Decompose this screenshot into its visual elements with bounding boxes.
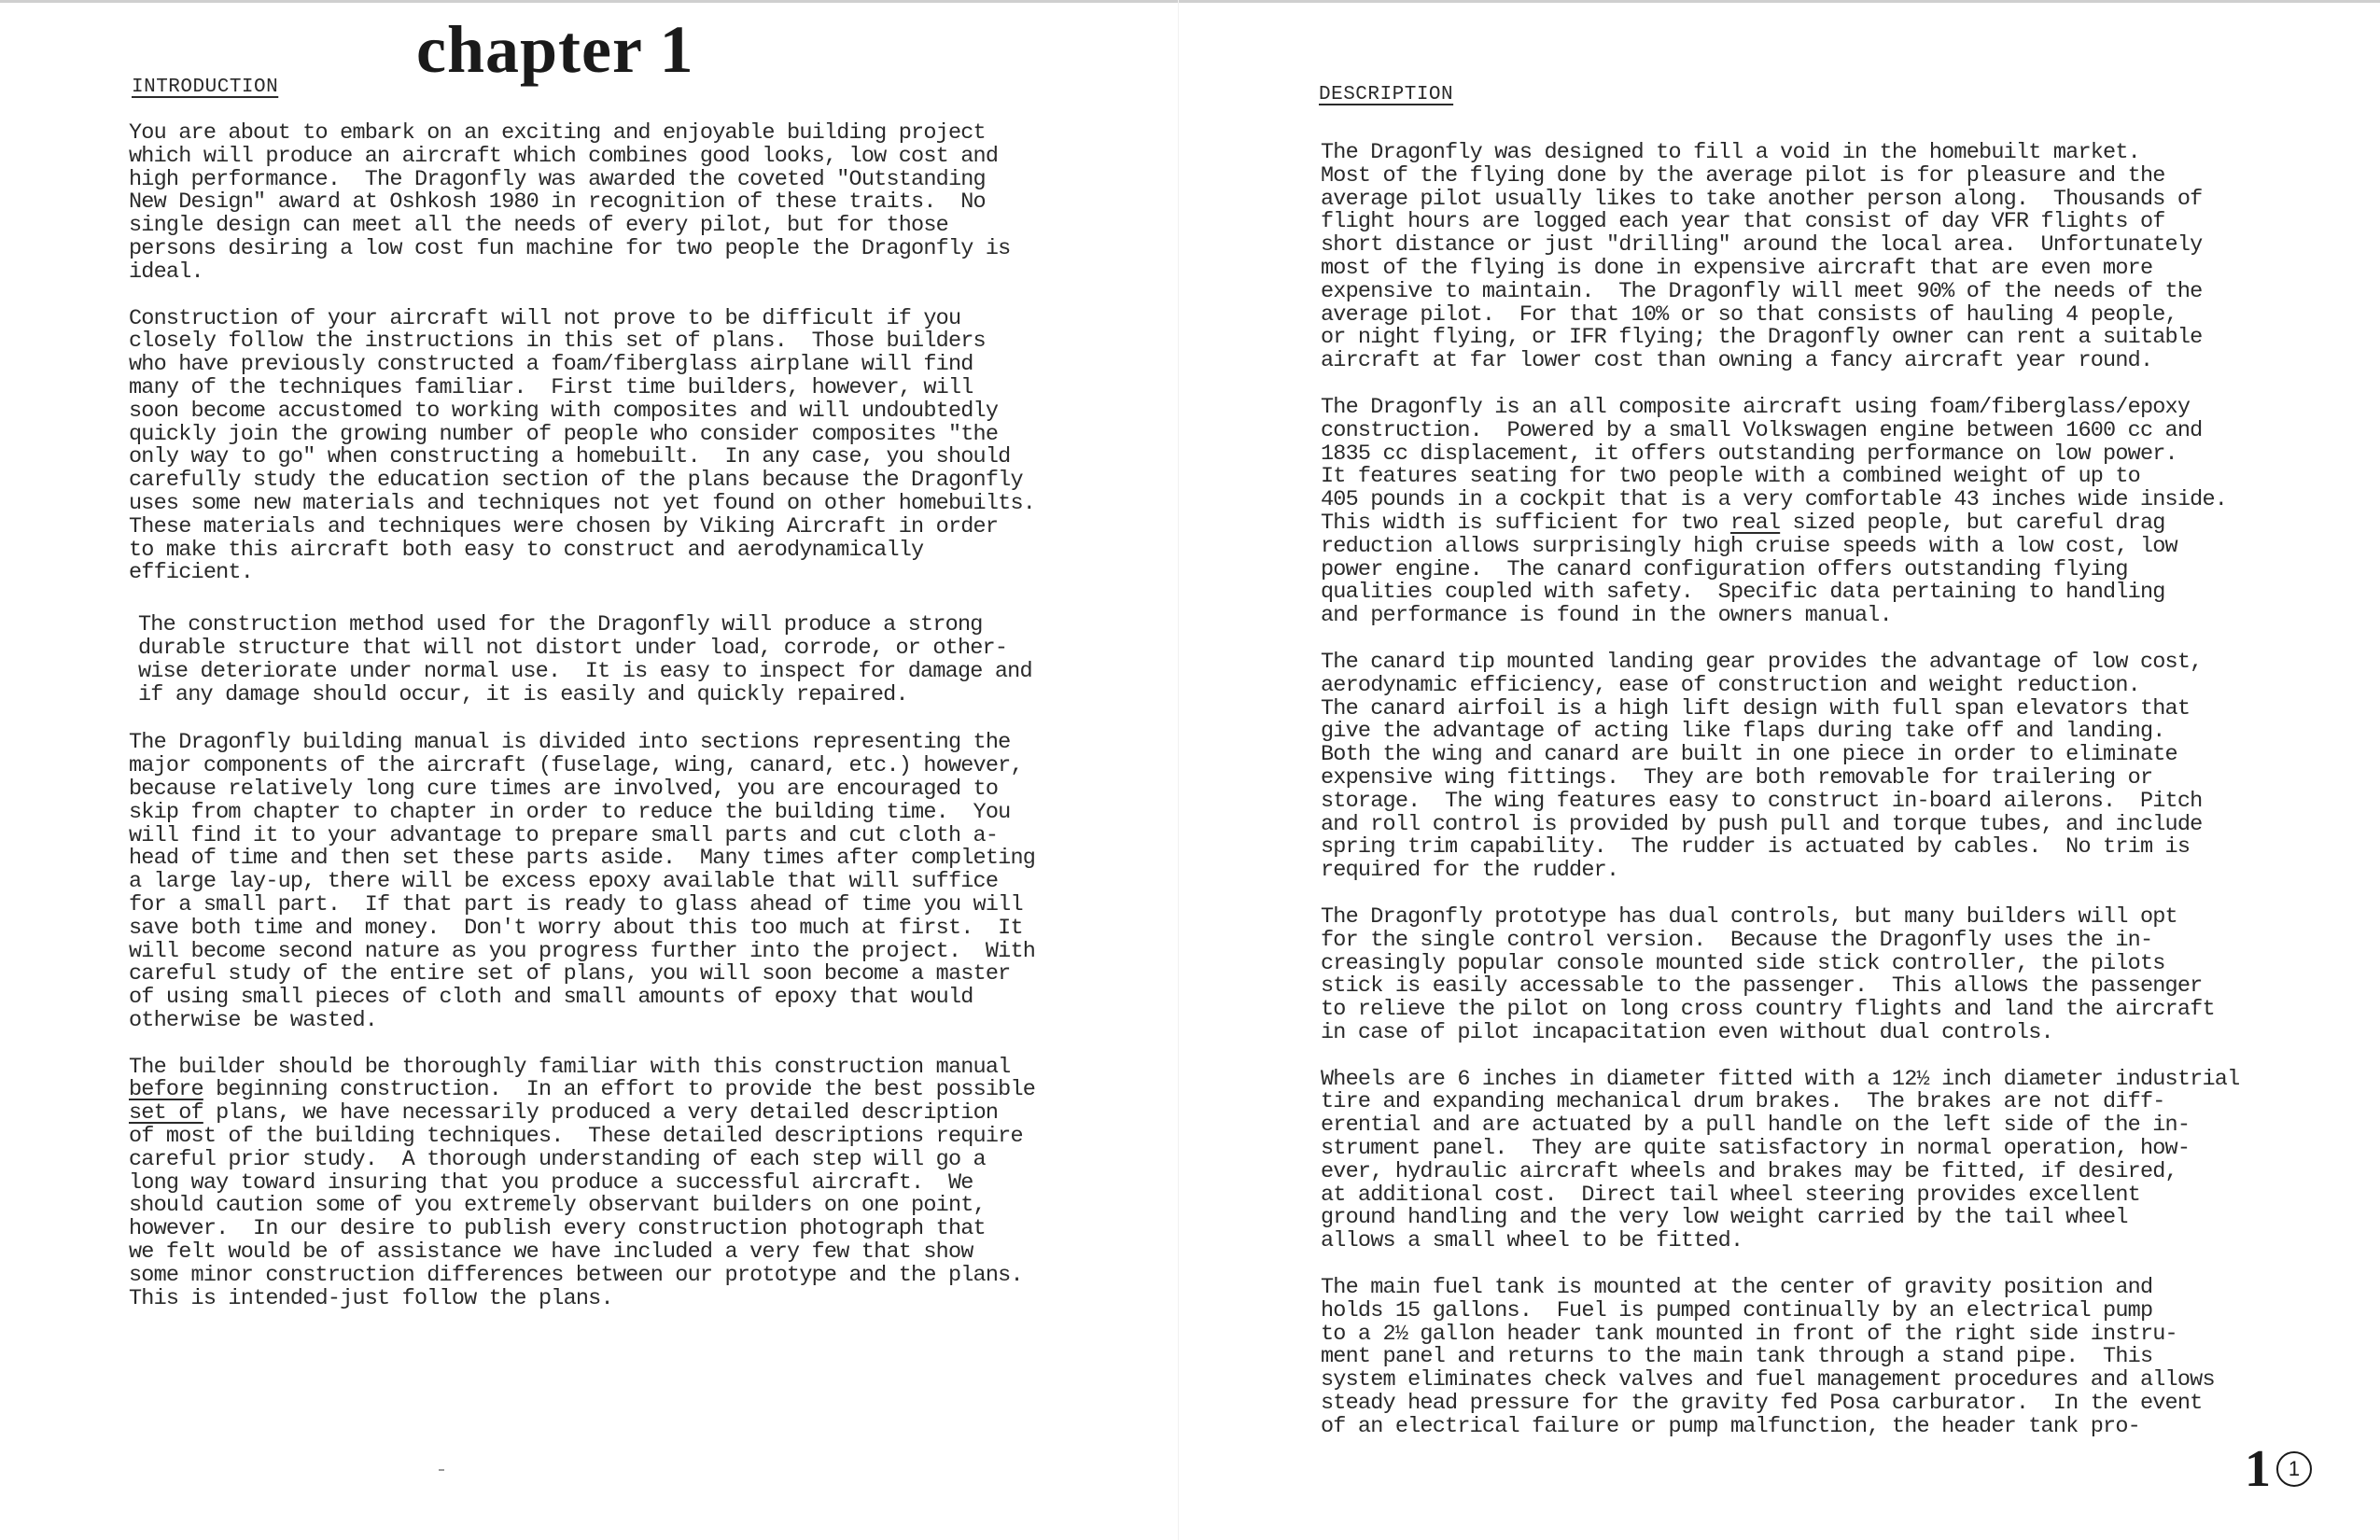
text-line: These materials and techniques were chosen by Viking Aircraft in order: [129, 513, 999, 539]
text-line: The canard airfoil is a high lift design with full span elevators that: [1321, 695, 2191, 721]
right-text-column: [1321, 142, 2357, 1439]
text-line: 405 pounds in a cockpit that is a very comfortable 43 inches wide inside.: [1321, 487, 2228, 513]
text-line: efficient.: [129, 560, 254, 586]
text-line: a large lay-up, there will be excess epoxy available that will suffice: [129, 869, 999, 895]
desc-paragraph-5: [1321, 1066, 2357, 1254]
text-line: qualities coupled with safety. Specific data pertaining to handling: [1321, 580, 2165, 606]
text-line: expensive wing fittings. They are both removable for trailering or: [1321, 764, 2153, 791]
text-line: careful study of the entire set of plans, you will soon become a master: [129, 961, 1011, 987]
text-line: skip from chapter to chapter in order to reduce the building time. You: [129, 799, 1011, 825]
text-line: wise deteriorate under normal use. It is easy to inspect for damage and: [138, 658, 1032, 684]
text-line: ground handling and the very low weight carried by the tail wheel: [1321, 1205, 2128, 1231]
introduction-heading: INTRODUCTION: [132, 77, 279, 98]
text-line: and roll control is provided by push pull and torque tubes, and include: [1321, 811, 2203, 837]
text-line: which will produce an aircraft which combines good looks, low cost and: [129, 143, 999, 169]
text-line: This is intended-just follow the plans.: [129, 1285, 613, 1311]
text-line: otherwise be wasted.: [129, 1007, 378, 1033]
scan-speck: [439, 1469, 444, 1471]
text-line: allows a small wheel to be fitted.: [1321, 1228, 1743, 1254]
text-line: 1835 cc displacement, it offers outstanding performance on low power.: [1321, 441, 2177, 467]
text-line: save both time and money. Don't worry about this too much at first. It: [129, 915, 1023, 941]
text-line: head of time and then set these parts aside. Many times after completing: [129, 846, 1036, 872]
text-line: before beginning construction. In an effort to provide the best possible: [129, 1077, 1036, 1103]
text-line: Most of the flying done by the average pilot is for pleasure and the: [1321, 162, 2165, 189]
text-line: to a 2½ gallon header tank mounted in front of the right side instru-: [1321, 1321, 2177, 1347]
page-number: [2245, 1440, 2312, 1498]
text-line: at additional cost. Direct tail wheel steering provides excellent: [1321, 1182, 2140, 1208]
text-line: Construction of your aircraft will not prove to be difficult if you: [129, 305, 961, 331]
text-line: erential and are actuated by a pull handle on the left side of the in-: [1321, 1113, 2191, 1139]
text-line: average pilot. For that 10% or so that consists of hauling 4 people,: [1321, 301, 2177, 328]
intro-paragraph-3: [138, 614, 1174, 707]
text-line: You are about to embark on an exciting and enjoyable building project: [129, 120, 986, 146]
text-line: of an electrical failure or pump malfunction, the header tank pro-: [1321, 1413, 2140, 1439]
text-line: creasingly popular console mounted side stick controller, the pilots: [1321, 950, 2165, 976]
text-line: system eliminates check valves and fuel management procedures and allows: [1321, 1367, 2215, 1393]
text-line: The construction method used for the Dragonfly will produce a strong: [138, 612, 983, 638]
text-line: uses some new materials and techniques not yet found on other homebuilts.: [129, 490, 1036, 516]
intro-paragraph-1: [129, 122, 1174, 285]
intro-paragraph-2: [129, 305, 1174, 586]
text-line: to make this aircraft both easy to construct and aerodynamically: [129, 537, 924, 563]
text-line: The main fuel tank is mounted at the center of gravity position and: [1321, 1275, 2153, 1301]
text-line: The canard tip mounted landing gear provides the advantage of low cost,: [1321, 649, 2203, 675]
text-line: in case of pilot incapacitation even without dual controls.: [1321, 1019, 2053, 1045]
desc-paragraph-4: [1321, 903, 2357, 1045]
text-line: stick is easily accessable to the passenger. This allows the passenger: [1321, 973, 2203, 1000]
text-line: power engine. The canard configuration offers outstanding flying: [1321, 556, 2128, 582]
text-line: for a small part. If that part is ready to glass ahead of time you will: [129, 891, 1023, 917]
chapter-title: chapter 1: [416, 12, 694, 87]
text-line: set of plans, we have necessarily produced a very detailed description: [129, 1100, 999, 1127]
text-line: New Design" award at Oshkosh 1980 in recognition of these traits. No: [129, 189, 986, 216]
text-line: who have previously constructed a foam/fiberglass airplane will find: [129, 352, 973, 378]
text-line: steady head pressure for the gravity fed Posa carburator. In the event: [1321, 1391, 2203, 1417]
text-line: will become second nature as you progress further into the project. With: [129, 938, 1036, 964]
text-line: many of the techniques familiar. First time builders, however, will: [129, 374, 973, 400]
desc-paragraph-1: [1321, 142, 2357, 373]
underlined-emphasis: before: [129, 1077, 203, 1103]
intro-paragraph-5: [129, 1054, 1174, 1311]
text-line: because relatively long cure times are involved, you are encouraged to: [129, 776, 999, 802]
text-line: durable structure that will not distort under load, corrode, or other-: [138, 635, 1008, 661]
text-line: long way toward insuring that you produce a successful aircraft. We: [129, 1169, 973, 1196]
text-line: carefully study the education section of the plans because the Dragonfly: [129, 468, 1023, 494]
text-line: expensive to maintain. The Dragonfly will meet 90% of the needs of the: [1321, 278, 2203, 304]
text-line: tire and expanding mechanical drum brakes. The brakes are not diff-: [1321, 1089, 2165, 1115]
text-line: closely follow the instructions in this set of plans. Those builders: [129, 329, 986, 355]
text-line: ever, hydraulic aircraft wheels and brakes may be fitted, if desired,: [1321, 1158, 2177, 1184]
text-line: Wheels are 6 inches in diameter fitted with a 12½ inch diameter industrial: [1321, 1066, 2240, 1092]
intro-paragraph-4: [129, 732, 1174, 1032]
text-line: strument panel. They are quite satisfactory in normal operation, how-: [1321, 1136, 2191, 1162]
text-line: we felt would be of assistance we have included a very few that show: [129, 1239, 973, 1266]
text-line: most of the flying is done in expensive aircraft that are even more: [1321, 255, 2153, 281]
text-line: Both the wing and canard are built in one piece in order to eliminate: [1321, 742, 2177, 768]
text-line: will find it to your advantage to prepare small parts and cut cloth a-: [129, 822, 999, 848]
text-line: spring trim capability. The rudder is actuated by cables. No trim is: [1321, 834, 2191, 861]
text-line: construction. Powered by a small Volkswagen engine between 1600 cc and: [1321, 417, 2203, 443]
text-line: to relieve the pilot on long cross country flights and land the aircraft: [1321, 997, 2215, 1023]
text-line: of using small pieces of cloth and small amounts of epoxy that would: [129, 985, 973, 1011]
text-line: ment panel and returns to the main tank through a stand pipe. This: [1321, 1344, 2153, 1370]
text-line: The Dragonfly building manual is divided into sections representing the: [129, 730, 1011, 756]
description-heading: DESCRIPTION: [1319, 84, 1454, 105]
text-line: and performance is found in the owners manual.: [1321, 603, 1892, 629]
text-line: soon become accustomed to working with composites and will undoubtedly: [129, 398, 999, 424]
page-number-digit: 1: [2245, 1440, 2271, 1498]
text-line: storage. The wing features easy to construct in-board ailerons. Pitch: [1321, 788, 2203, 814]
text-line: short distance or just "drilling" around the local area. Unfortunately: [1321, 232, 2203, 259]
text-line: if any damage should occur, it is easily and quickly repaired.: [138, 681, 908, 707]
text-line: This width is sufficient for two real sized people, but careful drag: [1321, 510, 2165, 536]
underlined-emphasis: real: [1729, 510, 1781, 536]
spread-center-edge: [1178, 0, 1179, 1540]
text-line: flight hours are logged each year that consist of day VFR flights of: [1321, 209, 2165, 235]
text-line: for the single control version. Because the Dragonfly uses the in-: [1321, 927, 2153, 953]
text-line: The Dragonfly was designed to fill a void in the homebuilt market.: [1321, 140, 2140, 165]
text-line: single design can meet all the needs of every pilot, but for those: [129, 213, 948, 239]
desc-paragraph-3: [1321, 651, 2357, 883]
text-line: holds 15 gallons. Fuel is pumped continually by an electrical pump: [1321, 1297, 2153, 1323]
text-line: or night flying, or IFR flying; the Dragonfly owner can rent a suitable: [1321, 325, 2203, 351]
text-line: It features seating for two people with a combined weight of up to: [1321, 464, 2140, 490]
underlined-emphasis: set of: [129, 1100, 203, 1127]
text-line: high performance. The Dragonfly was awarded the coveted "Outstanding: [129, 166, 986, 192]
text-line: aircraft at far lower cost than owning a fancy aircraft year round.: [1321, 348, 2153, 374]
text-line: ideal.: [129, 259, 203, 285]
text-line: some minor construction differences between our prototype and the plans.: [129, 1262, 1023, 1288]
desc-paragraph-2: [1321, 394, 2357, 629]
text-line: reduction allows surprisingly high cruise speeds with a low cost, low: [1321, 533, 2177, 559]
desc-paragraph-6: [1321, 1277, 2357, 1439]
text-line: give the advantage of acting like flaps during take off and landing.: [1321, 719, 2165, 745]
text-line: of most of the building techniques. These detailed descriptions require: [129, 1124, 1023, 1150]
text-line: aerodynamic efficiency, ease of construction and weight reduction.: [1321, 672, 2140, 698]
text-line: The builder should be thoroughly familiar with this construction manual: [129, 1054, 1011, 1080]
text-line: only way to go" when constructing a homebuilt. In any case, you should: [129, 444, 1011, 470]
text-line: The Dragonfly prototype has dual controls, but many builders will opt: [1321, 903, 2177, 930]
text-line: however. In our desire to publish every construction photograph that: [129, 1216, 986, 1242]
page-top-rule: [0, 0, 2380, 3]
text-line: should caution some of you extremely observant builders on one point,: [129, 1193, 986, 1219]
left-text-column: [129, 122, 1174, 1310]
text-line: quickly join the growing number of people who consider composites "the: [129, 421, 999, 447]
text-line: major components of the aircraft (fuselage, wing, canard, etc.) however,: [129, 753, 1023, 779]
text-line: required for the rudder.: [1321, 858, 1619, 884]
page-number-circle-icon: 1: [2276, 1451, 2312, 1487]
text-line: The Dragonfly is an all composite aircraft using foam/fiberglass/epoxy: [1321, 394, 2191, 420]
text-line: persons desiring a low cost fun machine for two people the Dragonfly is: [129, 235, 1011, 261]
text-line: careful prior study. A thorough understanding of each step will go a: [129, 1146, 986, 1172]
text-line: average pilot usually likes to take another person along. Thousands of: [1321, 186, 2203, 212]
